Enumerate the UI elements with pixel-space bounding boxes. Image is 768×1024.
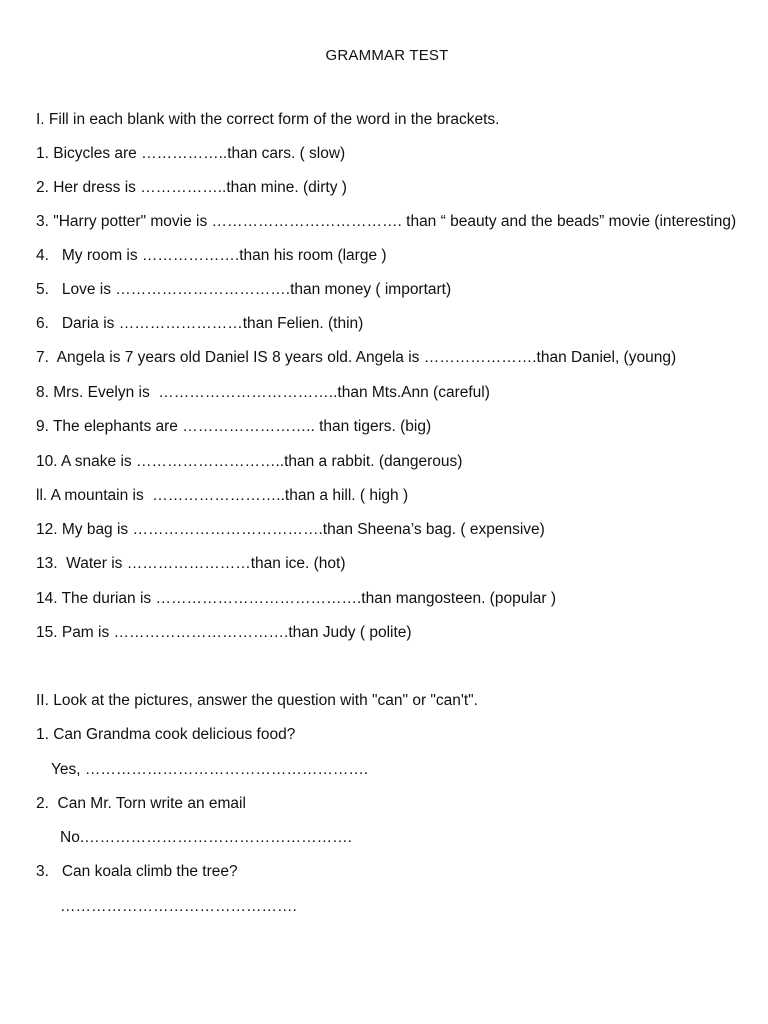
part2-question-2: 2. Can Mr. Torn write an email	[36, 795, 246, 812]
question-line: 3. "Harry potter" movie is ………………………………. than “ beauty and the beads” movie (interesting)	[36, 213, 737, 230]
question-line: 5. Love is …………………………….than money ( importart)	[36, 281, 452, 298]
question-line: 4. My room is ……………….than his room (large )	[36, 247, 387, 264]
page-title: GRAMMAR TEST	[325, 47, 449, 64]
question-line: 7. Angela is 7 years old Daniel IS 8 years old. Angela is ………………….than Daniel, (young)	[36, 349, 677, 366]
part2-answer-1: Yes, ……………………………………………….	[51, 761, 369, 778]
question-line: 15. Pam is …………………………….than Judy ( polite)	[36, 624, 412, 641]
question-line: 2. Her dress is ……………..than mine. (dirty )	[36, 179, 347, 196]
part2-heading: II. Look at the pictures, answer the question with "can" or "can't".	[36, 692, 478, 709]
question-line: 9. The elephants are …………………….. than tigers. (big)	[36, 418, 432, 435]
question-line: 13. Water is ……………………than ice. (hot)	[36, 555, 346, 572]
question-line: 8. Mrs. Evelyn is ……………………………..than Mts.Ann (careful)	[36, 384, 490, 401]
part2-question-3: 3. Can koala climb the tree?	[36, 863, 238, 880]
part1-heading: I. Fill in each blank with the correct form of the word in the brackets.	[36, 111, 500, 128]
question-line: 10. A snake is ………………………..than a rabbit. (dangerous)	[36, 453, 463, 470]
part2-question-1: 1. Can Grandma cook delicious food?	[36, 726, 296, 743]
question-line: ll. A mountain is ……………………..than a hill. ( high )	[36, 487, 409, 504]
question-line: 1. Bicycles are ……………..than cars. ( slow)	[36, 145, 346, 162]
question-line: 14. The durian is ………………………………….than mangosteen. (popular )	[36, 590, 557, 607]
question-line: 12. My bag is ……………………………….than Sheena’s bag. ( expensive)	[36, 521, 545, 538]
part2-answer-2: No.…………………………………………….	[60, 829, 352, 846]
question-line: 6. Daria is ……………………than Felien. (thin)	[36, 315, 364, 332]
part2-answer-3: ……………………………………….	[60, 898, 297, 915]
